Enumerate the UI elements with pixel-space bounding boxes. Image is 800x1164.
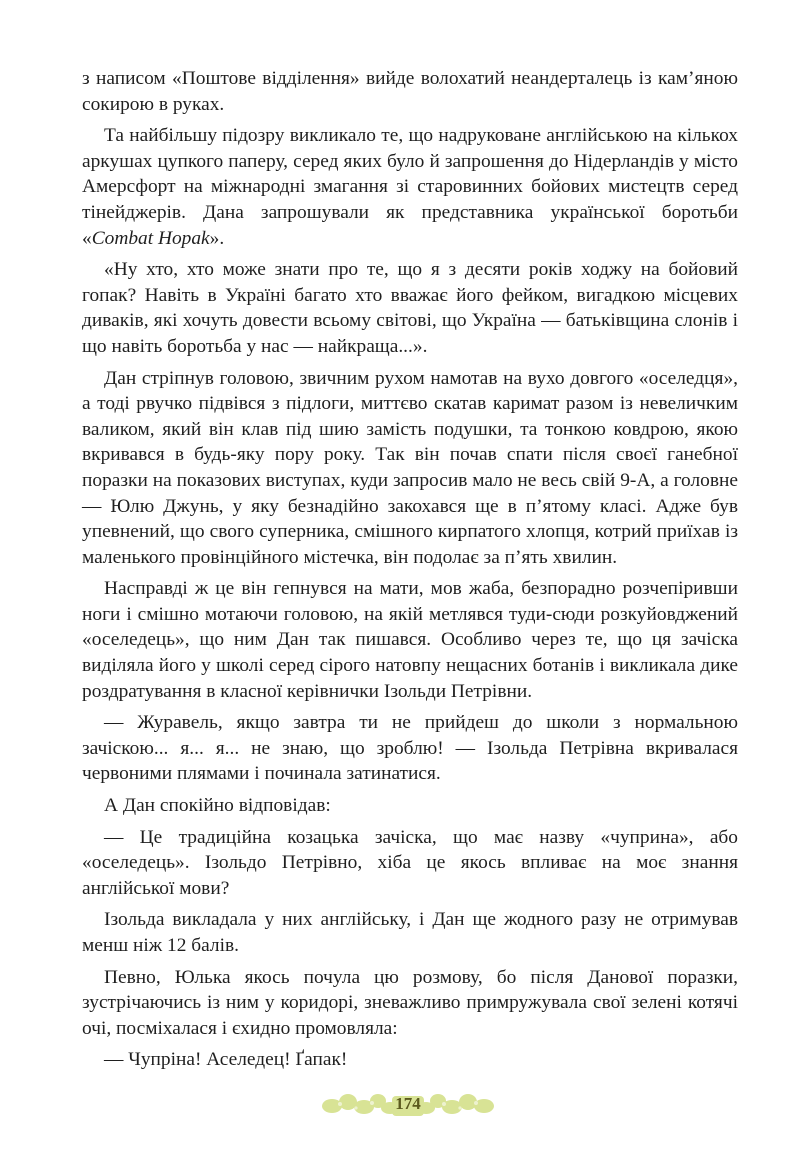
paragraph-3: «Ну хто, хто може знати про те, що я з десяти років ходжу на бойовий гопак? Навіть в Україні багато хто вважає його фейком, вигадкою місцевих диваків, які хочуть довести всьому світові, що Україна — батьківщина слонів і що навіть боротьба у нас — найкраща...». xyxy=(82,259,738,357)
paragraph-5: Насправді ж це він гепнувся на мати, мов жаба, безпорадно розчепіривши ноги і смішно мотаючи головою, на якій метлявся туди-сюди розкуйовджений «оселедець», що ним Дан так пишався. Особливо через те, що ця зачіска виділяла його у школі серед сірого натовпу нещасних ботанів і викликала дике роздратування в класної керівнички Ізольди Петрівни. xyxy=(82,578,738,702)
paragraph-2 xyxy=(82,123,738,251)
paragraph-8: — Це традиційна козацька зачіска, що має назву «чуприна», або «оселедець». Ізольдо Петрівно, хіба це якось впливає на моє знання англійської мови? xyxy=(82,826,738,899)
paragraph-2-text: Та найбільшу підозру викликало те, що надруковане англійською на кількох аркушах цупкого паперу, серед яких було й запрошення до Нідерландів у місто Амерсфорт на міжнародні змагання зі старовинних бойових мистецтв серед тінейджерів. Дана запрошували як представника української боротьби « xyxy=(82,125,738,249)
paragraph-6: — Журавель, якщо завтра ти не прийдеш до школи з нормальною зачіскою... я... я... не знаю, що зроблю! — Ізольда Петрівна вкривалася червоними плямами і починала затинатися. xyxy=(82,712,738,785)
page-footer xyxy=(318,1088,498,1122)
paragraph-10: Певно, Юлька якось почула цю розмову, бо після Данової поразки, зустрічаючись із ним у коридорі, зневажливо примружувала свої зелені котячі очі, посміхалася і єхидно промовляла: xyxy=(82,966,738,1039)
paragraph-7: А Дан спокійно відповідав: xyxy=(104,795,331,817)
body-text xyxy=(82,66,738,1073)
paragraph-1: з написом «Поштове відділення» вийде волохатий неандерталець із кам’яною сокирою в руках. xyxy=(82,68,738,115)
page-number: 174 xyxy=(395,1094,421,1113)
paragraph-2-italic: Combat Hopak xyxy=(91,227,210,249)
paragraph-9: Ізольда викладала у них англійську, і Дан ще жодного разу не отримував менш ніж 12 балів. xyxy=(82,909,738,956)
paragraph-11: — Чупріна! Аселедец! Ґапак! xyxy=(104,1049,348,1071)
paragraph-2-tail: ». xyxy=(209,227,225,249)
paragraph-4: Дан стріпнув головою, звичним рухом намотав на вухо довгого «оселедця», а тоді рвучко підвівся з підлоги, миттєво скатав каримат разом із невеличким валиком, який він клав під шию замість подушки, та тонкою ковдрою, якою вкривався в будь-яку пору року. Так він почав спати після своєї ганебної поразки на показових виступах, куди запросив мало не весь свій 9-А, а головне — Юлю Джунь, у яку безнадійно закохався ще в п’ятому класі. Адже був упевнений, що свого суперника, смішного кирпатого хлопця, котрий приїхав із маленького провінційного містечка, він подолає за п’ять хвилин. xyxy=(82,367,738,568)
